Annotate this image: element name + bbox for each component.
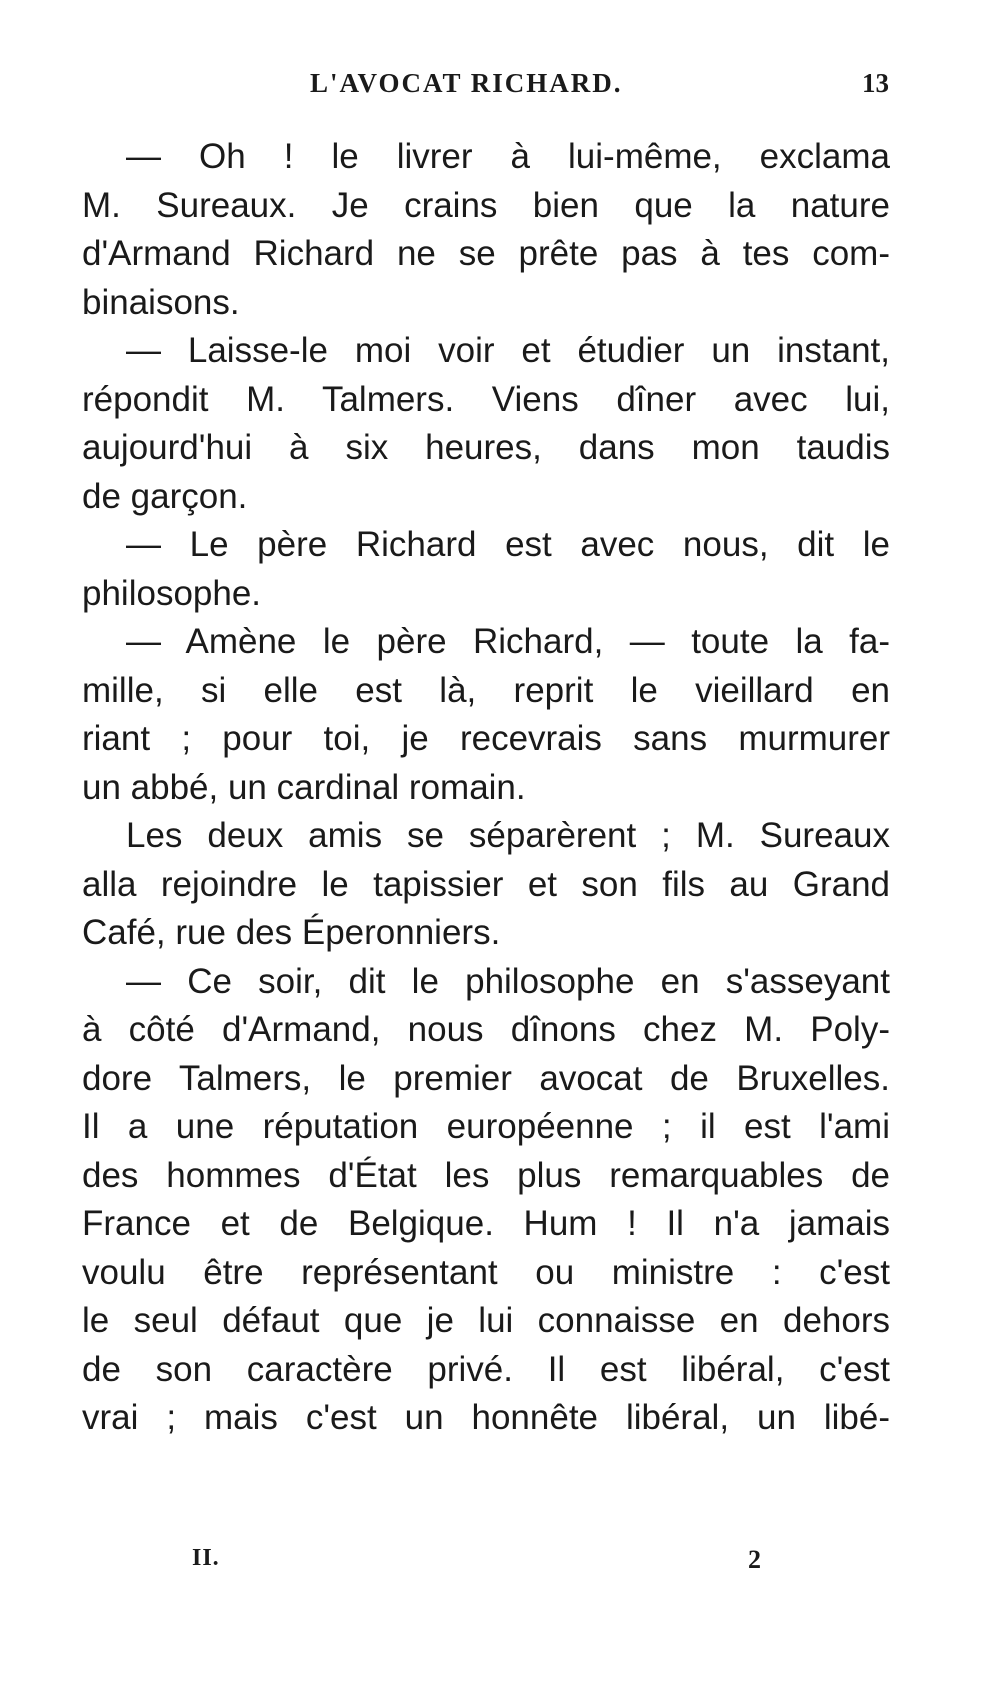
text-line: Les deux amis se séparèrent ; M. Sureaux [126, 816, 890, 855]
text-line: à côté d'Armand, nous dînons chez M. Poly- [82, 1010, 890, 1049]
text-line: mille, si elle est là, reprit le vieillard en [82, 670, 890, 710]
text-line: philosophe. [82, 573, 262, 613]
text-line: — Ce soir, dit le philosophe en s'asseyant [126, 961, 890, 1001]
body-text [82, 133, 890, 1443]
text-line: — Amène le père Richard, — toute la fa- [126, 622, 890, 661]
text-line: aujourd'hui à six heures, dans mon taudis [82, 428, 890, 467]
text-line: le seul défaut que je lui connaisse en dehors [82, 1301, 890, 1340]
running-title: L'AVOCAT RICHARD. [310, 68, 623, 98]
page-number: 13 [862, 68, 889, 98]
text-line: de garçon. [82, 476, 248, 516]
text-line: répondit M. Talmers. Viens dîner avec lui, [82, 379, 890, 419]
text-line: M. Sureaux. Je crains bien que la nature [82, 185, 890, 225]
signature-volume: II. [192, 1545, 220, 1571]
text-line: — Oh ! le livrer à lui-même, exclama [126, 137, 890, 176]
text-line: France et de Belgique. Hum ! Il n'a jamais [82, 1204, 890, 1243]
signature-number: 2 [748, 1545, 761, 1574]
text-line: — Le père Richard est avec nous, dit le [126, 525, 890, 564]
text-line: vrai ; mais c'est un honnête libéral, un libé- [82, 1398, 890, 1437]
text-line: — Laisse-le moi voir et étudier un instant, [126, 331, 890, 370]
text-line: un abbé, un cardinal romain. [82, 767, 526, 807]
text-line: alla rejoindre le tapissier et son fils au Grand [82, 864, 890, 904]
page-footer [0, 1545, 1000, 1585]
text-line: Il a une réputation européenne ; il est l'ami [82, 1107, 890, 1146]
text-line: riant ; pour toi, je recevrais sans murmurer [82, 719, 890, 758]
text-line: voulu être représentant ou ministre : c'est [82, 1252, 890, 1292]
text-line: Café, rue des Éperonniers. [82, 913, 501, 952]
text-line: d'Armand Richard ne se prête pas à tes com- [82, 234, 890, 273]
text-line: binaisons. [82, 282, 240, 322]
running-head [0, 68, 1000, 108]
text-line: des hommes d'État les plus remarquables de [82, 1155, 890, 1195]
text-line: de son caractère privé. Il est libéral, c'est [82, 1349, 890, 1389]
text-line: dore Talmers, le premier avocat de Bruxelles. [82, 1058, 890, 1098]
